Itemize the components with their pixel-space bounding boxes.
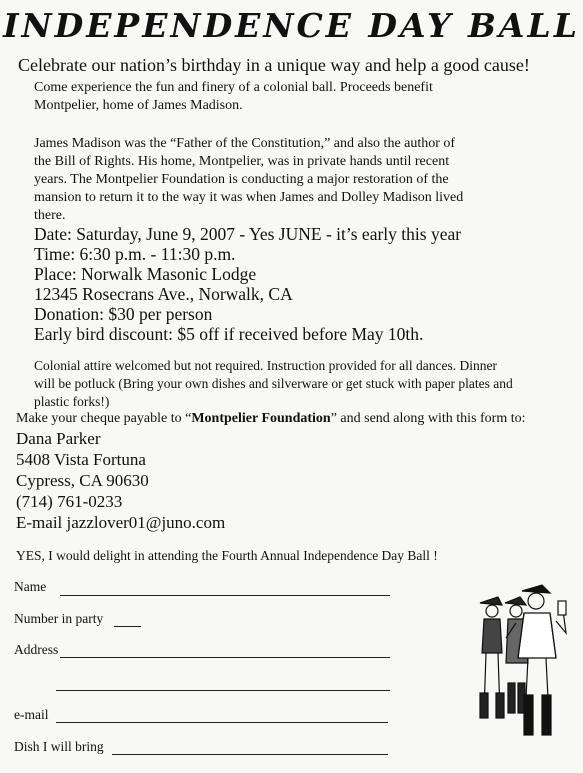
detail-early-bird: Early bird discount: $5 off if received before May 10th. — [34, 324, 424, 344]
detail-address: 12345 Rosecrans Ave., Norwalk, CA — [34, 284, 293, 304]
history-paragraph — [34, 135, 554, 225]
address-label: Address — [14, 642, 59, 657]
history-line: the Bill of Rights. His home, Montpelier, was in private hands until recent — [34, 154, 450, 169]
attire-line: plastic forks!) — [34, 394, 110, 409]
dish-field[interactable] — [112, 754, 388, 755]
page-title: INDEPENDENCE DAY BALL — [3, 6, 580, 45]
history-line: years. The Montpelier Foundation is conducting a major restoration of the — [34, 172, 449, 187]
party-label: Number in party — [14, 611, 104, 626]
subtitle: Celebrate our nation’s birthday in a unique way and help a good cause! — [18, 55, 530, 75]
attire-line: Colonial attire welcomed but not required. Instruction provided for all dances. Dinner — [34, 358, 497, 373]
address-field[interactable] — [60, 657, 390, 658]
intro-line: Montpelier, home of James Madison. — [34, 98, 243, 113]
cheque-payee: Montpelier Foundation — [191, 411, 331, 426]
contact-block — [16, 428, 225, 533]
attire-line: will be potluck (Bring your own dishes and silverware or get stuck with paper plates and — [34, 376, 513, 391]
address-field-line2[interactable] — [56, 690, 390, 691]
rsvp-statement: YES, I would delight in attending the Fourth Annual Independence Day Ball ! — [16, 548, 438, 563]
colonial-soldiers-illustration — [470, 583, 570, 743]
cheque-after: ” and send along with this form to: — [330, 411, 526, 426]
history-line: mansion to return it to the way it was when James and Dolley Madison lived — [34, 190, 464, 205]
intro-line: Come experience the fun and finery of a colonial ball. Proceeds benefit — [34, 80, 433, 95]
history-line: James Madison was the “Father of the Constitution,” and also the author of — [34, 136, 456, 151]
contact-name: Dana Parker — [16, 429, 101, 448]
contact-street: 5408 Vista Fortuna — [16, 450, 146, 469]
email-field[interactable] — [56, 722, 388, 723]
detail-time: Time: 6:30 p.m. - 11:30 p.m. — [34, 244, 236, 264]
cheque-instructions — [16, 411, 526, 427]
detail-date: Date: Saturday, June 9, 2007 - Yes JUNE - it’s early this year — [34, 224, 462, 244]
party-field[interactable] — [114, 626, 141, 627]
contact-email: E-mail jazzlover01@juno.com — [16, 513, 226, 532]
name-field[interactable] — [60, 595, 390, 596]
history-line: there. — [34, 208, 66, 223]
cheque-before: Make your cheque payable to “ — [16, 411, 192, 426]
dish-label: Dish I will bring — [14, 739, 104, 754]
attire-paragraph — [34, 357, 564, 411]
name-label: Name — [14, 579, 47, 594]
event-details — [34, 224, 461, 344]
contact-phone: (714) 761-0233 — [16, 492, 123, 511]
email-label: e-mail — [14, 707, 49, 722]
contact-city: Cypress, CA 90630 — [16, 471, 149, 490]
intro-paragraph — [34, 79, 554, 115]
detail-donation: Donation: $30 per person — [34, 304, 213, 324]
detail-place: Place: Norwalk Masonic Lodge — [34, 264, 257, 284]
